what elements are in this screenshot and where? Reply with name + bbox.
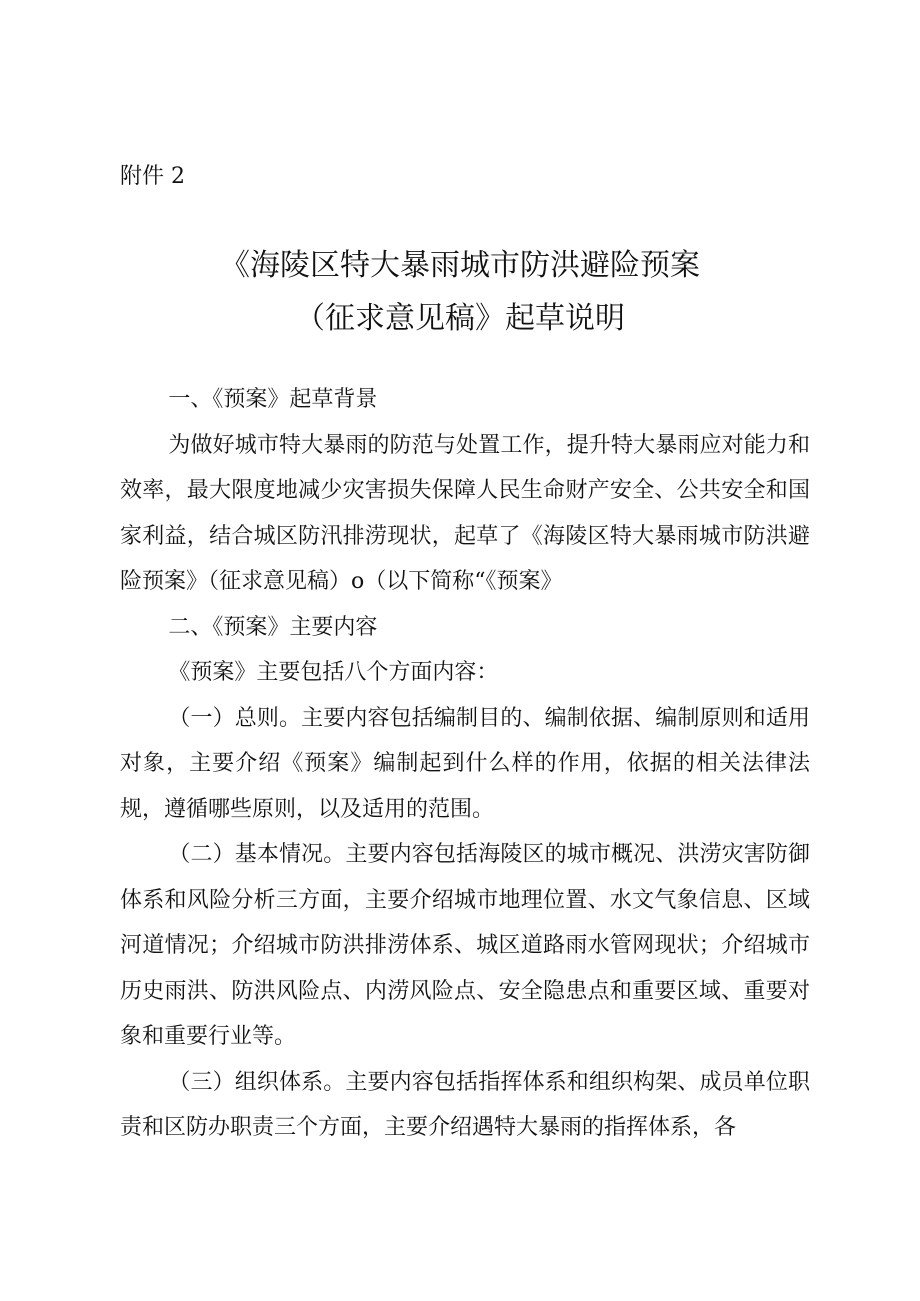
paragraph-general-rules: （一）总则。主要内容包括编制目的、编制依据、编制原则和适用对象，主要介绍《预案》编制起到什么样的作用，依据的相关法律法规，遵循哪些原则，以及适用的范围。	[120, 705, 810, 822]
section-heading-background: 一、《预案》起草背景	[168, 387, 378, 412]
document-title-line-1: 《海陵区特大暴雨城市防洪避险预案	[220, 248, 700, 283]
paragraph-overview: 《预案》主要包括八个方面内容：	[168, 660, 499, 685]
paragraph-background: 为做好城市特大暴雨的防范与处置工作，提升特大暴雨应对能力和效率，最大限度地减少灾害损失保障人民生命财产安全、公共安全和国家利益，结合城区防汛排涝现状，起草了《海陵区特大暴雨城市防洪避险预案》（征求意见稿）o（以下简称“《预案》	[120, 432, 810, 594]
paragraph-basic-situation: （二）基本情况。主要内容包括海陵区的城市概况、洪涝灾害防御体系和风险分析三方面，主要介绍城市地理位置、水文气象信息、区域河道情况；介绍城市防洪排涝体系、城区道路雨水管网现状；介绍城市历史雨洪、防洪风险点、内涝风险点、安全隐患点和重要区域、重要对象和重要行业等。	[120, 842, 810, 1049]
document-title-line-2: （征求意见稿》起草说明	[295, 301, 625, 336]
document-body	[120, 377, 810, 1151]
attachment-label: 附件 2	[120, 164, 185, 189]
section-heading-main-content: 二、《预案》主要内容	[168, 614, 378, 640]
paragraph-organization-system: （三）组织体系。主要内容包括指挥体系和组织构架、成员单位职责和区防办职责三个方面，主要介绍遇特大暴雨的指挥体系，各	[120, 1069, 810, 1140]
